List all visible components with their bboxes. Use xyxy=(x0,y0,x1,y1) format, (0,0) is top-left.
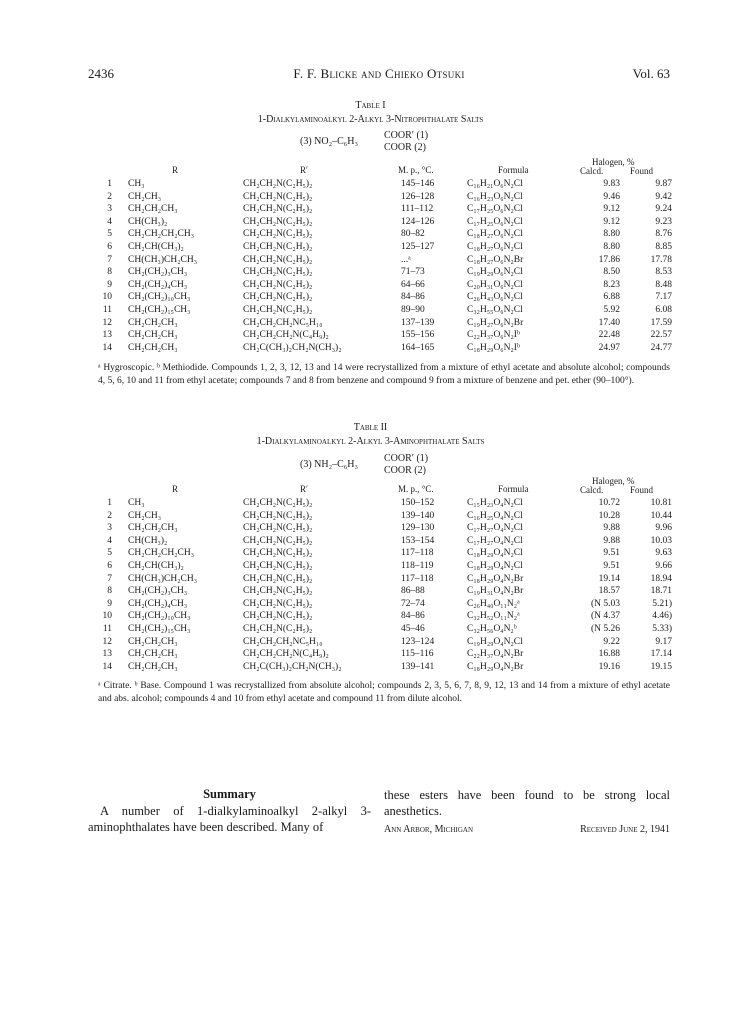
col-calcd: Calcd. xyxy=(580,166,604,176)
r-prime-group: CH₂CH₂N(C₂H₅)₂ xyxy=(243,573,313,584)
halogen-found: 6.08 xyxy=(655,304,672,315)
r-prime-group: CH₂CH₂N(C₂H₅)₂ xyxy=(243,254,313,265)
compound-number: 9 xyxy=(107,598,112,609)
halogen-found: 17.14 xyxy=(650,649,672,660)
r-group: CH₂CH₃ xyxy=(128,510,162,521)
molecular-formula: C₁₆H₂₅O₄N₂Cl xyxy=(467,510,523,521)
molecular-formula: C₁₉H₃₁O₄N₂Br xyxy=(467,586,524,597)
melting-point: 111–112 xyxy=(401,204,434,215)
col-r-prime: R′ xyxy=(300,165,308,175)
halogen-found: 17.78 xyxy=(650,254,672,265)
halogen-calcd: 10.28 xyxy=(598,510,620,521)
r-prime-group: CH₂C(CH₃)₂CH₂N(CH₃)₂ xyxy=(243,661,342,672)
molecular-formula: C₁₈H₂₉O₄N₂Cl xyxy=(467,548,523,559)
melting-point: 80–82 xyxy=(401,229,425,240)
melting-point: 71–73 xyxy=(401,267,425,278)
r-prime-group: CH₂CH₂N(C₂H₅)₂ xyxy=(243,241,313,252)
melting-point: 84–86 xyxy=(401,611,425,622)
halogen-found: 17.59 xyxy=(650,317,672,328)
table-row xyxy=(88,598,672,611)
r-prime-group: CH₂CH₂N(C₂H₅)₂ xyxy=(243,623,313,634)
compound-number: 8 xyxy=(107,586,112,597)
melting-point: 118–119 xyxy=(401,560,434,571)
table-row xyxy=(88,329,672,342)
r-prime-group: CH₂CH₂CH₂NC₅H₁₀ xyxy=(243,317,323,328)
compound-number: 13 xyxy=(102,649,112,660)
molecular-formula: C₃₂H₅₆O₄N₂ᵇ xyxy=(467,623,517,634)
molecular-formula: C₁₆H₂₁O₆N₂Cl xyxy=(467,179,523,189)
table-row xyxy=(88,304,672,317)
melting-point: 89–90 xyxy=(401,304,425,315)
melting-point: 153–154 xyxy=(401,535,435,546)
compound-number: 11 xyxy=(102,304,112,315)
summary-text-right: these esters have been found to be strong local anesthetics. xyxy=(384,788,670,818)
molecular-formula: C₂₆H₄₃O₆N₂Cl xyxy=(467,292,523,303)
molecular-formula: C₁₇H₂₅O₆N₂Cl xyxy=(467,204,523,215)
molecular-formula: C₁₇H₂₅O₆N₂Cl xyxy=(467,216,523,227)
molecular-formula: C₁₆H₂₃O₆N₂Cl xyxy=(467,191,523,202)
table1-structure-bottom: COOR (2) xyxy=(384,142,426,153)
table1-body xyxy=(88,178,672,354)
compound-number: 7 xyxy=(107,254,112,265)
molecular-formula: C₁₈H₂₇O₆N₂Br xyxy=(467,254,524,265)
halogen-found: 18.71 xyxy=(650,586,672,597)
table-row xyxy=(88,228,672,241)
halogen-found: 5.33) xyxy=(652,623,672,634)
halogen-calcd: 17.40 xyxy=(598,317,620,328)
r-prime-group: CH₂CH₂N(C₂H₅)₂ xyxy=(243,216,313,227)
melting-point: 117–118 xyxy=(401,548,434,559)
table1-structure-prefix: (3) NO₂–C₆H₃ xyxy=(300,136,358,147)
table-row xyxy=(88,241,672,254)
page-number: 2436 xyxy=(88,66,114,81)
table2-body xyxy=(88,497,672,673)
halogen-calcd: 8.80 xyxy=(603,229,620,240)
table-row xyxy=(88,636,672,649)
table-row xyxy=(88,573,672,586)
halogen-found: 7.17 xyxy=(655,292,672,303)
r-prime-group: CH₂CH₂CH₂N(C₄H₉)₂ xyxy=(243,330,329,341)
col-r: R xyxy=(172,165,179,175)
compound-number: 8 xyxy=(107,267,112,278)
melting-point: 124–126 xyxy=(401,216,435,227)
melting-point: 86–88 xyxy=(401,586,425,597)
r-group: CH₂CH₂CH₃ xyxy=(128,330,178,341)
r-group: CH(CH₃)₂ xyxy=(128,216,168,227)
halogen-found: 19.15 xyxy=(650,661,672,672)
r-prime-group: CH₂CH₂N(C₂H₅)₂ xyxy=(243,292,313,303)
table1-header xyxy=(0,157,741,179)
r-prime-group: CH₂CH₂N(C₂H₅)₂ xyxy=(243,611,313,622)
summary-text-left: A number of 1-dialkylaminoalkyl 2-alkyl 3-aminophthalates have been described. Many of xyxy=(88,804,371,834)
r-group: CH₃ xyxy=(128,498,145,508)
halogen-found: 10.81 xyxy=(650,498,672,508)
r-group: CH₂CH₂CH₂CH₃ xyxy=(128,229,195,240)
table-row xyxy=(88,191,672,204)
compound-number: 14 xyxy=(102,342,112,353)
halogen-found: 9.66 xyxy=(655,560,672,571)
author-line: F. F. Blicke and Chieko Otsuki xyxy=(293,66,465,81)
molecular-formula: C₁₈H₂₉O₆N₂Iᵇ xyxy=(467,342,520,353)
r-group: CH₂CH(CH₃)₂ xyxy=(128,560,184,571)
melting-point: ...ᵃ xyxy=(401,254,411,265)
melting-point: 64–66 xyxy=(401,279,425,290)
molecular-formula: C₁₉H₂₉O₄N₂Cl xyxy=(467,636,523,647)
halogen-calcd: 18.57 xyxy=(598,586,620,597)
melting-point: 129–130 xyxy=(401,523,435,534)
halogen-found: 9.96 xyxy=(655,523,672,534)
col-calcd: Calcd. xyxy=(580,485,604,495)
r-prime-group: CH₂CH₂CH₂NC₅H₁₀ xyxy=(243,636,323,647)
molecular-formula: C₁₇H₂₇O₄N₂Cl xyxy=(467,523,523,534)
table2-structure-prefix: (3) NH₂–C₆H₃ xyxy=(300,459,358,470)
halogen-found: 5.21) xyxy=(652,598,672,609)
table-row xyxy=(88,535,672,548)
table-row xyxy=(88,203,672,216)
melting-point: 155–156 xyxy=(401,330,435,341)
melting-point: 115–116 xyxy=(401,649,434,660)
compound-number: 6 xyxy=(107,560,112,571)
r-group: CH₂CH₂CH₃ xyxy=(128,342,178,353)
halogen-calcd: 19.16 xyxy=(598,661,620,672)
table2-structure-bottom: COOR (2) xyxy=(384,465,426,476)
halogen-calcd: (N 5.26 xyxy=(590,623,620,634)
halogen-found: 22.57 xyxy=(650,330,672,341)
halogen-calcd: 9.22 xyxy=(603,636,620,647)
r-group: CH₂CH₂CH₃ xyxy=(128,636,178,647)
compound-number: 3 xyxy=(107,523,112,534)
halogen-calcd: 8.80 xyxy=(603,241,620,252)
halogen-calcd: (N 4.37 xyxy=(590,611,620,622)
table2-label: Table II xyxy=(353,422,388,433)
r-prime-group: CH₂CH₂N(C₂H₅)₂ xyxy=(243,535,313,546)
melting-point: 72–74 xyxy=(401,598,425,609)
molecular-formula: C₁₈H₂₉O₄N₂Br xyxy=(467,661,524,672)
table-row xyxy=(88,522,672,535)
r-group: CH₂(CH₂)₄CH₃ xyxy=(128,279,188,290)
r-group: CH₂CH(CH₃)₂ xyxy=(128,241,184,252)
table-row xyxy=(88,547,672,560)
r-group: CH₂(CH₂)₃CH₃ xyxy=(128,267,188,278)
compound-number: 4 xyxy=(107,216,112,227)
r-prime-group: CH₂CH₂N(C₂H₅)₂ xyxy=(243,179,313,189)
r-group: CH₂CH₂CH₃ xyxy=(128,523,178,534)
table-row xyxy=(88,266,672,279)
received-date: Received June 2, 1941 xyxy=(580,824,670,835)
halogen-calcd: 19.14 xyxy=(598,573,620,584)
r-group: CH₂(CH₂)₁₀CH₃ xyxy=(128,292,191,303)
compound-number: 5 xyxy=(107,548,112,559)
halogen-found: 9.23 xyxy=(655,216,672,227)
col-mp: M. p., °C. xyxy=(398,165,434,175)
halogen-found: 10.44 xyxy=(650,510,672,521)
r-group: CH₂(CH₂)₃CH₃ xyxy=(128,586,188,597)
r-group: CH₃ xyxy=(128,179,145,189)
compound-number: 13 xyxy=(102,330,112,341)
signature-line xyxy=(384,824,670,835)
compound-number: 11 xyxy=(102,623,112,634)
melting-point: 137–139 xyxy=(401,317,435,328)
r-group: CH₂CH₂CH₂CH₃ xyxy=(128,548,195,559)
halogen-calcd: (N 5.03 xyxy=(590,598,620,609)
r-group: CH₂CH₃ xyxy=(128,191,162,202)
molecular-formula: C₁₈H₂₇O₆N₂Cl xyxy=(467,229,523,240)
table2-footnote: ᵃ Citrate. ᵇ Base. Compound 1 was recrystallized from absolute alcohol; compounds 2, 3, 5, 6, 7, 8, 9, 12, 13 and 14 from a mixture of ethyl acetate and abs. alcohol; compounds 4 and 10 from ethyl acetate and compound 11 from dilute alcohol. xyxy=(98,681,670,704)
melting-point: 139–140 xyxy=(401,510,435,521)
table-row xyxy=(88,623,672,636)
table1-label: Table I xyxy=(355,100,386,111)
r-prime-group: CH₂CH₂N(C₂H₅)₂ xyxy=(243,560,313,571)
molecular-formula: C₁₈H₂₇O₆N₂Cl xyxy=(467,241,523,252)
table-row xyxy=(88,510,672,523)
r-prime-group: CH₂CH₂N(C₂H₅)₂ xyxy=(243,586,313,597)
r-prime-group: CH₂CH₂N(C₂H₅)₂ xyxy=(243,523,313,534)
compound-number: 1 xyxy=(107,498,112,508)
halogen-calcd: 8.23 xyxy=(603,279,620,290)
compound-number: 2 xyxy=(107,191,112,202)
table-row xyxy=(88,291,672,304)
halogen-calcd: 8.50 xyxy=(603,267,620,278)
r-group: CH(CH₃)CH₂CH₃ xyxy=(128,254,198,265)
halogen-found: 9.24 xyxy=(655,204,672,215)
table-row xyxy=(88,317,672,330)
halogen-calcd: 9.46 xyxy=(603,191,620,202)
r-prime-group: CH₂CH₂N(C₂H₅)₂ xyxy=(243,598,313,609)
compound-number: 2 xyxy=(107,510,112,521)
melting-point: 150–152 xyxy=(401,498,435,508)
volume-label: Vol. 63 xyxy=(632,66,670,81)
col-mp: M. p., °C. xyxy=(398,484,434,494)
table-row xyxy=(88,648,672,661)
melting-point: 164–165 xyxy=(401,342,435,353)
melting-point: 139–141 xyxy=(401,661,435,672)
table-row xyxy=(88,497,672,510)
molecular-formula: C₁₈H₂₉O₄N₂Br xyxy=(467,573,524,584)
molecular-formula: C₁₉H₂₉O₆N₂Cl xyxy=(467,267,523,278)
halogen-found: 9.87 xyxy=(655,179,672,189)
molecular-formula: C₂₂H₃₇O₆N₂Iᵇ xyxy=(467,330,520,341)
col-r-prime: R′ xyxy=(300,484,308,494)
melting-point: 117–118 xyxy=(401,573,434,584)
compound-number: 1 xyxy=(107,179,112,189)
halogen-found: 9.17 xyxy=(655,636,672,647)
r-prime-group: CH₂CH₂N(C₂H₅)₂ xyxy=(243,304,313,315)
molecular-formula: C₁₇H₂₇O₄N₂Cl xyxy=(467,535,523,546)
col-found: Found xyxy=(630,485,654,495)
halogen-calcd: 9.51 xyxy=(603,560,620,571)
summary-heading: Summary xyxy=(203,787,256,801)
table-row xyxy=(88,610,672,623)
compound-number: 10 xyxy=(102,611,112,622)
halogen-found: 8.53 xyxy=(655,267,672,278)
compound-number: 5 xyxy=(107,229,112,240)
col-r: R xyxy=(172,484,179,494)
r-prime-group: CH₂CH₂N(C₂H₅)₂ xyxy=(243,229,313,240)
melting-point: 125–127 xyxy=(401,241,435,252)
halogen-calcd: 9.12 xyxy=(603,216,620,227)
halogen-found: 10.03 xyxy=(650,535,672,546)
compound-number: 3 xyxy=(107,204,112,215)
halogen-calcd: 17.86 xyxy=(598,254,620,265)
molecular-formula: C₃₂H₅₅O₆N₂Cl xyxy=(467,304,523,315)
halogen-calcd: 10.72 xyxy=(598,498,620,508)
r-prime-group: CH₂CH₂N(C₂H₅)₂ xyxy=(243,548,313,559)
table-row xyxy=(88,254,672,267)
col-formula: Formula xyxy=(498,165,529,175)
halogen-calcd: 6.88 xyxy=(603,292,620,303)
compound-number: 9 xyxy=(107,279,112,290)
compound-number: 4 xyxy=(107,535,112,546)
table-row xyxy=(88,342,672,355)
halogen-found: 8.76 xyxy=(655,229,672,240)
location: Ann Arbor, Michigan xyxy=(384,824,474,835)
table-row xyxy=(88,279,672,292)
melting-point: 84–86 xyxy=(401,292,425,303)
r-group: CH₂CH₂CH₃ xyxy=(128,317,178,328)
melting-point: 123–124 xyxy=(401,636,435,647)
compound-number: 10 xyxy=(102,292,112,303)
table-row xyxy=(88,216,672,229)
molecular-formula: C₂₂H₃₇O₄N₂Br xyxy=(467,649,524,660)
col-formula: Formula xyxy=(498,484,529,494)
halogen-calcd: 9.88 xyxy=(603,523,620,534)
halogen-calcd: 24.97 xyxy=(598,342,620,353)
halogen-found: 18.94 xyxy=(650,573,672,584)
r-prime-group: CH₂CH₂CH₂N(C₄H₉)₂ xyxy=(243,649,329,660)
compound-number: 12 xyxy=(102,636,112,647)
halogen-calcd: 9.51 xyxy=(603,548,620,559)
halogen-found: 9.42 xyxy=(655,191,672,202)
halogen-found: 8.85 xyxy=(655,241,672,252)
r-group: CH₂(CH₂)₁₀CH₃ xyxy=(128,611,191,622)
table1-structure-top: COOR′ (1) xyxy=(384,130,429,141)
halogen-calcd: 9.88 xyxy=(603,535,620,546)
molecular-formula: C₂₀H₃₁O₆N₂Cl xyxy=(467,279,523,290)
r-group: CH₂CH₂CH₃ xyxy=(128,649,178,660)
molecular-formula: C₁₈H₂₉O₄N₂Cl xyxy=(467,560,523,571)
r-prime-group: CH₂CH₂N(C₂H₅)₂ xyxy=(243,279,313,290)
molecular-formula: C₁₅H₂₃O₄N₂Cl xyxy=(467,498,523,508)
table1-title: 1-Dialkylaminoalkyl 2-Alkyl 3-Nitrophthalate Salts xyxy=(257,114,484,125)
col-halogen: Halogen, % xyxy=(592,157,635,167)
table2-header xyxy=(0,476,741,498)
r-prime-group: CH₂C(CH₃)₂CH₂N(CH₃)₂ xyxy=(243,342,342,353)
melting-point: 126–128 xyxy=(401,191,435,202)
halogen-calcd: 9.83 xyxy=(603,179,620,189)
r-group: CH(CH₃)₂ xyxy=(128,535,168,546)
molecular-formula: C₂₆H₄₀O₁₁N₂ᵃ xyxy=(467,598,520,609)
r-group: CH₂CH₂CH₃ xyxy=(128,204,178,215)
halogen-found: 4.46) xyxy=(652,611,672,622)
col-halogen: Halogen, % xyxy=(592,476,635,486)
melting-point: 45–46 xyxy=(401,623,425,634)
molecular-formula: C₃₂H₅₂O₁₁N₂ᵃ xyxy=(467,611,520,622)
r-prime-group: CH₂CH₂N(C₂H₅)₂ xyxy=(243,510,313,521)
table-row xyxy=(88,585,672,598)
r-group: CH₂(CH₂)₁₅CH₃ xyxy=(128,623,191,634)
r-prime-group: CH₂CH₂N(C₂H₅)₂ xyxy=(243,204,313,215)
table-row xyxy=(88,178,672,191)
table-row xyxy=(88,560,672,573)
compound-number: 7 xyxy=(107,573,112,584)
halogen-calcd: 5.92 xyxy=(603,304,620,315)
r-group: CH₂(CH₂)₄CH₃ xyxy=(128,598,188,609)
col-found: Found xyxy=(630,166,654,176)
compound-number: 12 xyxy=(102,317,112,328)
halogen-found: 8.48 xyxy=(655,279,672,290)
halogen-found: 24.77 xyxy=(650,342,672,353)
compound-number: 6 xyxy=(107,241,112,252)
halogen-found: 9.63 xyxy=(655,548,672,559)
r-prime-group: CH₂CH₂N(C₂H₅)₂ xyxy=(243,191,313,202)
table1-footnote: ᵃ Hygroscopic. ᵇ Methiodide. Compounds 1, 2, 3, 12, 13 and 14 were recrystallized from a mixture of ethyl acetate and absolute alcohol; compounds 4, 5, 6, 10 and 11 from ethyl acetate; compounds 7 and 8 from benzene and compound 9 from a mixture of benzene and pet. ether (90–100°). xyxy=(98,363,670,386)
halogen-calcd: 9.12 xyxy=(603,204,620,215)
r-group: CH₂(CH₂)₁₅CH₃ xyxy=(128,304,191,315)
melting-point: 145–146 xyxy=(401,179,435,189)
r-group: CH(CH₃)CH₂CH₃ xyxy=(128,573,198,584)
table2-structure-top: COOR′ (1) xyxy=(384,453,429,464)
halogen-calcd: 22.48 xyxy=(598,330,620,341)
r-prime-group: CH₂CH₂N(C₂H₅)₂ xyxy=(243,267,313,278)
r-prime-group: CH₂CH₂N(C₂H₅)₂ xyxy=(243,498,313,508)
halogen-calcd: 16.88 xyxy=(598,649,620,660)
molecular-formula: C₁₉H₂₇O₆N₂Br xyxy=(467,317,524,328)
compound-number: 14 xyxy=(102,661,112,672)
r-group: CH₂CH₂CH₃ xyxy=(128,661,178,672)
table-row xyxy=(88,661,672,674)
table2-title: 1-Dialkylaminoalkyl 2-Alkyl 3-Aminophthalate Salts xyxy=(256,436,485,447)
